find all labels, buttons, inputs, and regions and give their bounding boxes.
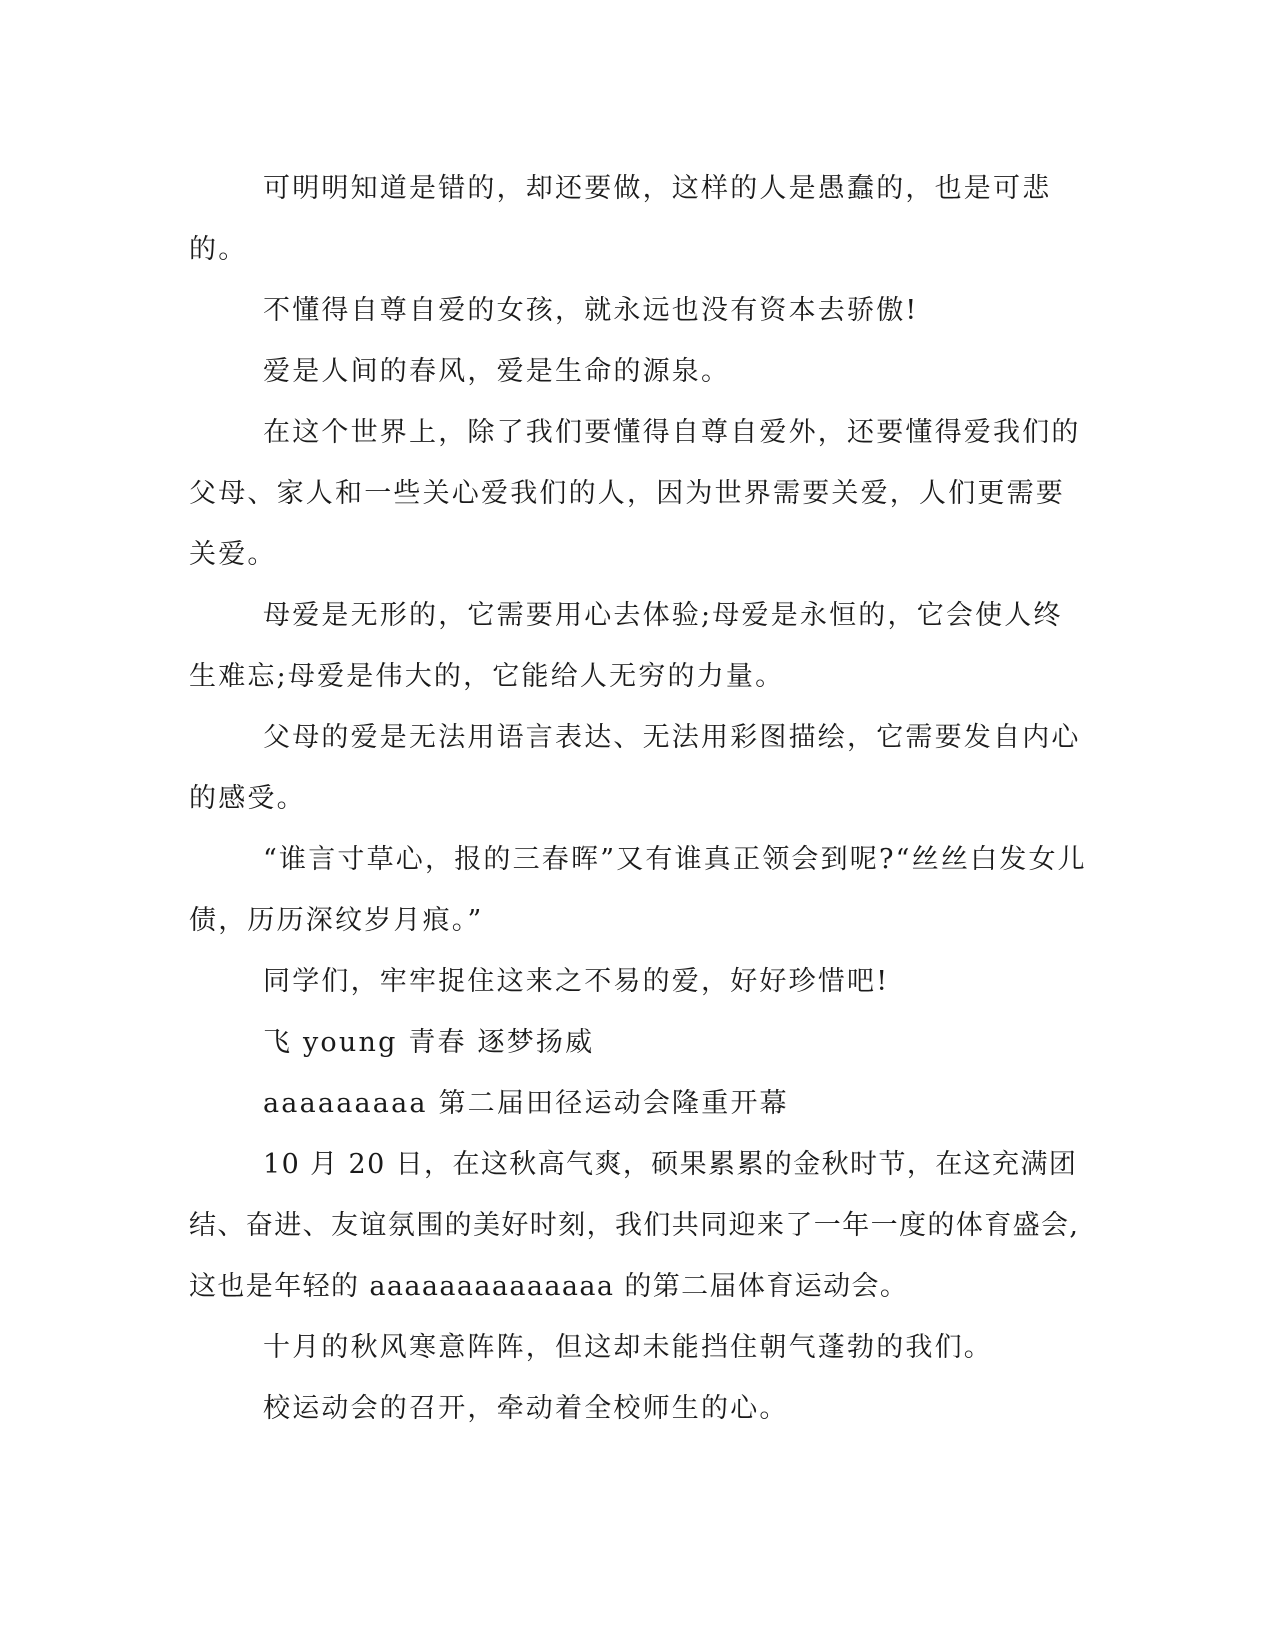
paragraph-13: 校运动会的召开，牵动着全校师生的心。 bbox=[263, 1393, 789, 1424]
paragraph-9: 飞 young 青春 逐梦扬威 bbox=[263, 1027, 595, 1058]
paragraph-11: 10 月 20 日，在这秋高气爽，硕果累累的金秋时节，在这充满团结、奋进、友谊氛围的美好时刻，我们共同迎来了一年一度的体育盛会,这也是年轻的 aaaaaaaaaaaaaa 的第二届体育运动会。 bbox=[189, 1149, 1080, 1302]
paragraph-5: 母爱是无形的，它需要用心去体验;母爱是永恒的，它会使人终生难忘;母爱是伟大的，它能给人无穷的力量。 bbox=[189, 600, 1063, 692]
paragraph-4: 在这个世界上，除了我们要懂得自尊自爱外，还要懂得爱我们的父母、家人和一些关心爱我们的人，因为世界需要关爱，人们更需要关爱。 bbox=[189, 417, 1081, 570]
document-body bbox=[189, 158, 1089, 1439]
paragraph-8: 同学们，牢牢捉住这来之不易的爱，好好珍惜吧! bbox=[263, 966, 890, 997]
paragraph-12: 十月的秋风寒意阵阵，但这却未能挡住朝气蓬勃的我们。 bbox=[263, 1332, 993, 1363]
paragraph-3: 爱是人间的春风，爱是生命的源泉。 bbox=[263, 356, 731, 387]
paragraph-6: 父母的爱是无法用语言表达、无法用彩图描绘，它需要发自内心的感受。 bbox=[189, 722, 1081, 814]
paragraph-2: 不懂得自尊自爱的女孩，就永远也没有资本去骄傲! bbox=[263, 295, 919, 326]
paragraph-1: 可明明知道是错的，却还要做，这样的人是愚蠢的，也是可悲的。 bbox=[189, 173, 1052, 265]
paragraph-7: “谁言寸草心，报的三春晖”又有谁真正领会到呢?“丝丝白发女儿债，历历深纹岁月痕。” bbox=[189, 844, 1087, 936]
paragraph-10: aaaaaaaaa 第二届田径运动会隆重开幕 bbox=[263, 1088, 789, 1119]
